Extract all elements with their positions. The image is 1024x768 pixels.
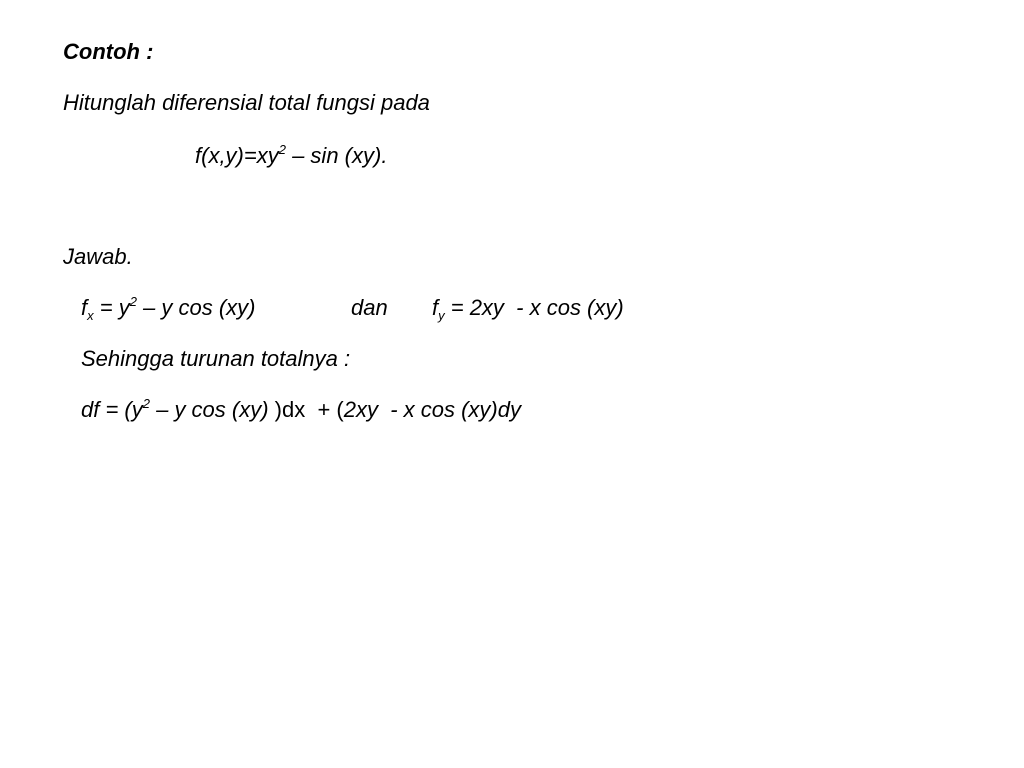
fx-b: – y cos (xy) — [136, 295, 256, 320]
df-c: )dx + ( — [274, 397, 344, 422]
df-b: – y cos (xy) — [149, 397, 275, 422]
problem-instruction: Hitunglah diferensial total fungsi pada — [63, 90, 430, 115]
function-lhs: f(x,y)=xy — [195, 143, 279, 168]
df-a: df = (y — [81, 397, 143, 422]
function-rest: – sin (xy). — [285, 143, 388, 168]
total-differential — [81, 397, 521, 423]
fy-subscript: y — [438, 308, 445, 323]
total-intro: Sehingga turunan totalnya : — [81, 346, 351, 371]
fx-subscript: x — [87, 308, 94, 323]
answer-label: Jawab. — [63, 244, 133, 269]
fx-a: = y — [93, 295, 130, 320]
df-d: 2xy - x cos (xy)dy — [343, 397, 521, 422]
fy-f: f — [432, 295, 439, 320]
function-exponent: 2 — [278, 142, 286, 157]
partial-fy — [432, 295, 624, 321]
df-exponent: 2 — [142, 396, 150, 411]
fx-exponent: 2 — [129, 294, 137, 309]
fx-f: f — [81, 295, 88, 320]
connector-dan: dan — [351, 295, 388, 320]
fy-a: = 2xy - x cos (xy) — [444, 295, 624, 320]
partial-fx — [81, 295, 256, 321]
heading: Contoh : — [63, 39, 154, 64]
problem-function — [195, 143, 387, 169]
